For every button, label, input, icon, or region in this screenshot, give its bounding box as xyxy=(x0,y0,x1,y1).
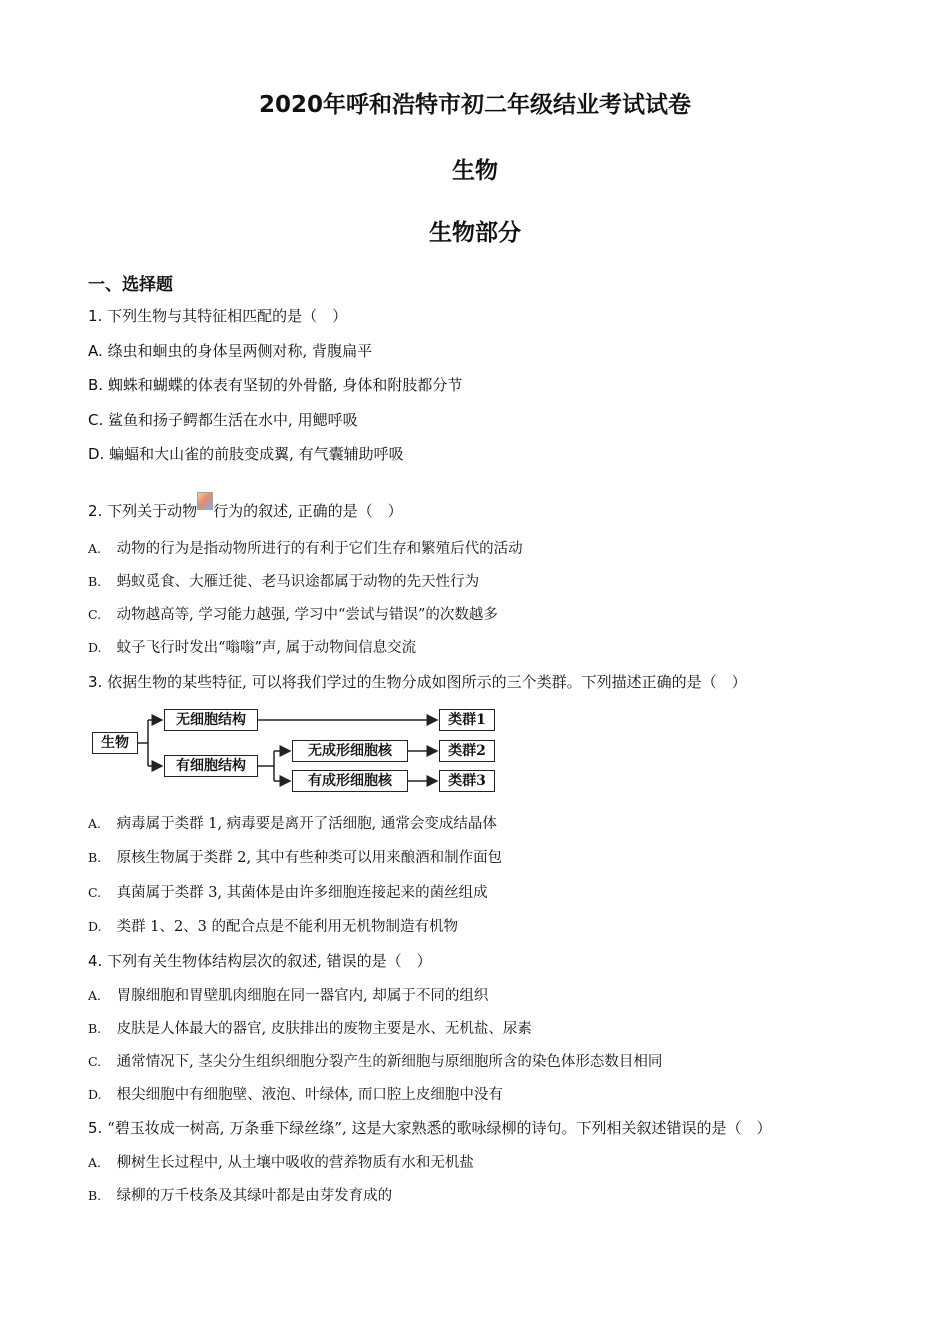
option-label: C. xyxy=(88,411,104,429)
option-label: B. xyxy=(88,376,104,394)
subject-title: 生物 xyxy=(452,158,498,184)
question-text-after: 行为的叙述, 正确的是（ ） xyxy=(213,502,403,520)
question-2-stem xyxy=(88,492,403,521)
q2-option-b xyxy=(88,572,479,592)
broken-image-icon xyxy=(197,492,213,510)
option-text: 通常情况下, 茎尖分生组织细胞分裂产生的新细胞与原细胞所含的染色体形态数目相同 xyxy=(116,1054,663,1070)
question-text: 下列生物与其特征相匹配的是（ ） xyxy=(107,307,348,325)
question-number: 1. xyxy=(88,307,103,325)
question-text: 依据生物的某些特征, 可以将我们学过的生物分成如图所示的三个类群。下列描述正确的是（ ） xyxy=(107,673,747,691)
option-label: D. xyxy=(88,640,102,655)
option-label: B. xyxy=(88,1188,102,1203)
q2-option-d xyxy=(88,638,416,658)
q4-option-c xyxy=(88,1052,662,1072)
option-label: D. xyxy=(88,1087,102,1102)
q1-option-b xyxy=(88,375,462,395)
question-number: 5. xyxy=(88,1119,103,1137)
q3-option-a xyxy=(88,814,497,834)
q3-option-b xyxy=(88,848,502,868)
option-text: 病毒属于类群 1, 病毒要是离开了活细胞, 通常会变成结晶体 xyxy=(116,816,497,832)
diagram-box-no-cell: 无细胞结构 xyxy=(164,709,258,731)
q2-option-c xyxy=(88,605,498,625)
option-label: B. xyxy=(88,574,102,589)
diagram-box-group2: 类群2 xyxy=(439,740,495,762)
question-4-stem xyxy=(88,951,432,971)
option-text: 蚊子飞行时发出“嗡嗡”声, 属于动物间信息交流 xyxy=(116,640,417,656)
q4-option-b xyxy=(88,1019,532,1039)
option-text: 绿柳的万千枝条及其绿叶都是由芽发育成的 xyxy=(116,1188,393,1204)
option-text: 蝙蝠和大山雀的前肢变成翼, 有气囊辅助呼吸 xyxy=(109,445,404,463)
option-label: B. xyxy=(88,1021,102,1036)
diagram-box-has-cell: 有细胞结构 xyxy=(164,755,258,777)
q4-option-d xyxy=(88,1085,503,1105)
option-text: 蚂蚁觅食、大雁迁徙、老马识途都属于动物的先天性行为 xyxy=(116,574,480,590)
option-text: 动物越高等, 学习能力越强, 学习中“尝试与错误”的次数越多 xyxy=(116,607,498,623)
option-text: 胃腺细胞和胃壁肌肉细胞在同一器官内, 却属于不同的组织 xyxy=(116,988,489,1004)
question-text: 下列有关生物体结构层次的叙述, 错误的是（ ） xyxy=(107,952,432,970)
diagram-box-has-nucleus: 有成形细胞核 xyxy=(292,770,408,792)
diagram-box-group3: 类群3 xyxy=(439,770,495,792)
question-3-stem xyxy=(88,672,747,692)
option-text: 类群 1、2、3 的配合点是不能利用无机物制造有机物 xyxy=(116,919,459,935)
q2-option-a xyxy=(88,539,523,559)
option-label: A. xyxy=(88,988,102,1003)
q4-option-a xyxy=(88,986,488,1006)
question-number: 4. xyxy=(88,952,103,970)
q3-option-c xyxy=(88,883,488,903)
option-label: A. xyxy=(88,1155,102,1170)
option-label: C. xyxy=(88,1054,102,1069)
q3-option-d xyxy=(88,917,458,937)
q1-option-c xyxy=(88,410,358,430)
option-label: D. xyxy=(88,919,102,934)
q5-option-b xyxy=(88,1186,392,1206)
question-text: “碧玉妆成一树高, 万条垂下绿丝绦”, 这是大家熟悉的歌咏绿柳的诗句。下列相关叙述错误的是（ ） xyxy=(107,1119,772,1137)
option-text: 根尖细胞中有细胞壁、液泡、叶绿体, 而口腔上皮细胞中没有 xyxy=(116,1087,503,1103)
question-number: 3. xyxy=(88,673,103,691)
option-label: A. xyxy=(88,541,102,556)
option-text: 鲨鱼和扬子鳄都生活在水中, 用鳃呼吸 xyxy=(108,411,358,429)
option-text: 绦虫和蛔虫的身体呈两侧对称, 背腹扁平 xyxy=(107,342,373,360)
diagram-box-no-nucleus: 无成形细胞核 xyxy=(292,740,408,762)
section-heading: 一、选择题 xyxy=(88,275,173,295)
q1-option-d xyxy=(88,444,404,464)
exam-title: 2020年呼和浩特市初二年级结业考试试卷 xyxy=(258,92,691,118)
option-text: 原核生物属于类群 2, 其中有些种类可以用来酿酒和制作面包 xyxy=(116,850,503,866)
q5-option-a xyxy=(88,1153,474,1173)
option-label: A. xyxy=(88,816,102,831)
option-text: 柳树生长过程中, 从土壤中吸收的营养物质有水和无机盐 xyxy=(116,1155,474,1171)
question-number: 2. xyxy=(88,502,103,520)
option-text: 真菌属于类群 3, 其菌体是由许多细胞连接起来的菌丝组成 xyxy=(116,885,488,901)
option-text: 动物的行为是指动物所进行的有利于它们生存和繁殖后代的活动 xyxy=(116,541,523,557)
option-text: 蜘蛛和蝴蝶的体表有坚韧的外骨骼, 身体和附肢都分节 xyxy=(107,376,463,394)
question-1-stem xyxy=(88,306,347,326)
diagram-box-organism: 生物 xyxy=(92,732,138,754)
classification-diagram xyxy=(92,704,502,800)
option-text: 皮肤是人体最大的器官, 皮肤排出的废物主要是水、无机盐、尿素 xyxy=(116,1021,532,1037)
option-label: C. xyxy=(88,885,102,900)
question-5-stem xyxy=(88,1118,772,1138)
option-label: B. xyxy=(88,850,102,865)
question-text-before: 下列关于动物 xyxy=(107,502,198,520)
option-label: C. xyxy=(88,607,102,622)
part-title: 生物部分 xyxy=(429,220,521,246)
option-label: D. xyxy=(88,445,105,463)
q1-option-a xyxy=(88,341,372,361)
option-label: A. xyxy=(88,342,103,360)
diagram-box-group1: 类群1 xyxy=(439,709,495,731)
